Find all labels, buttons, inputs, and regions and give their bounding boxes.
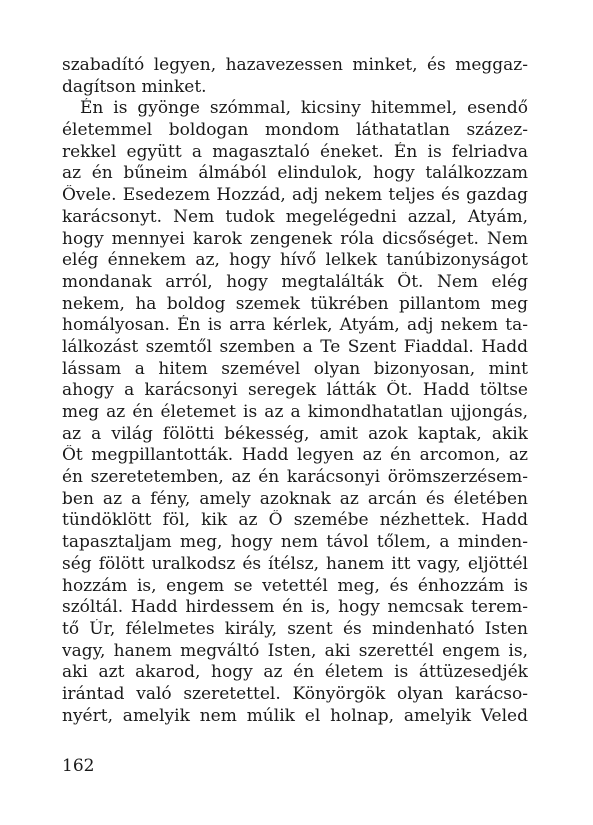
text-line: Ővele. Esedezem Hozzád, adj nekem teljes és gazdag — [62, 185, 528, 206]
text-line: mondanak arról, hogy megtalálták Őt. Nem elég — [62, 271, 528, 292]
text-line: elég énnekem az, hogy hívő lelkek tanúbizonyságot — [62, 250, 528, 271]
text-line: aki azt akarod, hogy az én életem is áttüzesedjék — [62, 662, 528, 683]
text-line: tapasztaljam meg, hogy nem távol tőlem, a minden- — [62, 532, 528, 553]
text-line: meg az én életemet is az a kimondhatatlan ujjongás, — [62, 402, 528, 422]
text-line: Én is gyönge szómmal, kicsiny hitemmel, esendő — [80, 98, 528, 119]
text-line: tő Úr, félelmetes király, szent és mindenható Isten — [62, 618, 528, 639]
text-line: nyért, amelyik nem múlik el holnap, amelyik Veled — [62, 705, 528, 726]
text-line: életemmel boldogan mondom láthatatlan százez- — [62, 120, 528, 141]
text-line: ahogy a karácsonyi seregek látták Őt. Hadd töltse — [62, 380, 528, 401]
text-line: szóltál. Hadd hirdessem én is, hogy nemcsak terem- — [62, 597, 528, 618]
text-line: hozzám is, engem se vetettél meg, és énhozzám is — [62, 575, 528, 596]
paragraph — [62, 98, 528, 727]
page-number: 162 — [62, 756, 95, 776]
text-line: az én bűneim álmából elindulok, hogy találkozzam — [62, 163, 528, 184]
text-line: hogy mennyei karok zengenek róla dicsőséget. Nem — [62, 228, 528, 249]
text-line: Őt megpillantották. Hadd legyen az én arcomon, az — [62, 445, 528, 466]
text-line: vagy, hanem megváltó Isten, aki szerettél engem is, — [62, 640, 528, 661]
text-line: karácsonyt. Nem tudok megelégedni azzal, Atyám, — [62, 206, 528, 227]
text-line: rekkel együtt a magasztaló éneket. Én is felriadva — [62, 141, 528, 162]
text-line: szabadító legyen, hazavezessen minket, és meggaz- — [62, 55, 528, 75]
text-line: nekem, ha boldog szemek tükrében pillantom meg — [62, 293, 528, 314]
text-line: irántad való szeretettel. Könyörgök olyan karácso- — [62, 683, 528, 704]
text-line: ség fölött uralkodsz és ítélsz, hanem itt vagy, eljöttél — [62, 553, 528, 574]
text-line: én szeretetemben, az én karácsonyi örömszerzésem- — [62, 467, 528, 488]
page-body — [62, 55, 528, 727]
paragraph — [62, 55, 528, 98]
text-line: lálkozást szemtől szemben a Te Szent Fiaddal. Hadd — [62, 336, 528, 357]
text-line: az a világ fölötti békesség, amit azok kaptak, akik — [62, 423, 528, 444]
text-line: homályosan. Én is arra kérlek, Atyám, adj nekem ta- — [62, 315, 528, 336]
text-line: dagítson minket. — [62, 76, 207, 97]
text-line: lássam a hitem szemével olyan bizonyosan, mint — [62, 358, 528, 379]
text-line: ben az a fény, amely azoknak az arcán és életében — [62, 488, 528, 509]
text-line: tündöklött föl, kik az Ő szemébe nézhettek. Hadd — [62, 510, 528, 531]
